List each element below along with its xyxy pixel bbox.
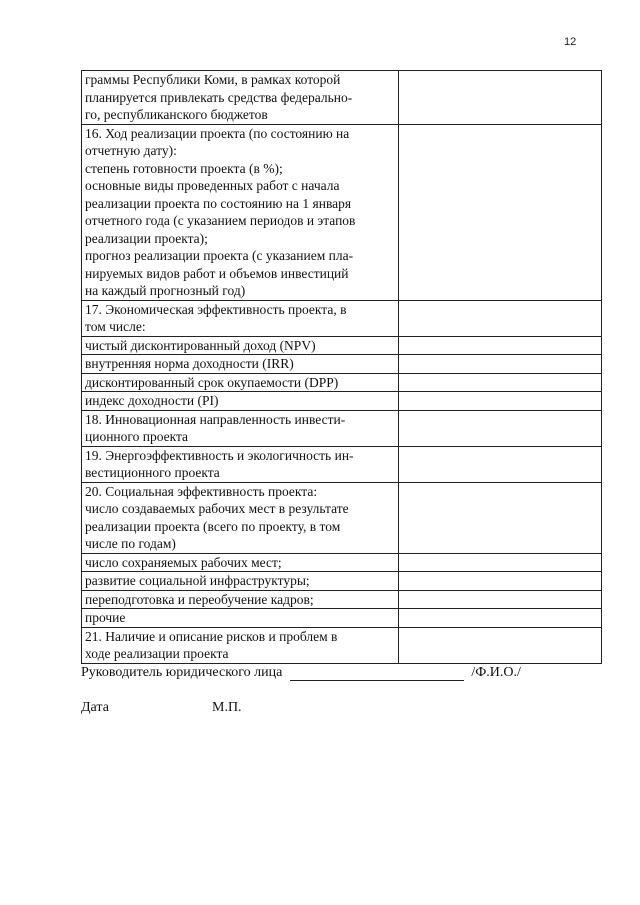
row-label-line: отчетную дату): [85,143,177,158]
row-label-line: вестиционного проекта [85,465,220,480]
row-label-cell [82,482,399,553]
page-number: 12 [564,36,577,48]
row-label-line: числе по годам) [85,536,176,551]
table-row [82,572,602,591]
row-label-cell [82,572,399,591]
stamp-label: М.П. [212,700,242,715]
row-value-cell[interactable] [399,609,602,628]
row-value-cell[interactable] [399,355,602,374]
table-row [82,300,602,336]
row-label-line: число создаваемых рабочих мест в результате [85,501,349,516]
row-label-cell [82,355,399,374]
row-label-line: го, республиканского бюджетов [85,107,268,122]
row-label-line: отчетного года (с указанием периодов и этапов [85,213,356,228]
row-label-line: реализации проекта по состоянию на 1 января [85,195,352,211]
row-label-cell [82,590,399,609]
row-label-line: граммы Республики Коми, в рамках которой [85,72,341,87]
row-label-line: степень готовности проекта (в %); [85,160,283,176]
row-label-line: ционного проекта [85,429,189,444]
row-label-line: развитие социальной инфраструктуры; [85,573,310,588]
row-label-line: прочие [85,610,126,625]
row-label-line: переподготовка и переобучение кадров; [85,591,314,607]
row-label-cell [82,609,399,628]
row-label-line: 18. Инновационная направленность инвести- [85,411,346,427]
row-label-line: 21. Наличие и описание рисков и проблем в [85,628,338,644]
row-label-cell [82,124,399,300]
date-label: Дата [81,700,109,715]
row-value-cell[interactable] [399,572,602,591]
table-row [82,553,602,572]
table-row [82,373,602,392]
row-label-cell [82,300,399,336]
table-row [82,609,602,628]
row-label-line: на каждый прогнозный год) [85,283,246,298]
table-row [82,482,602,553]
row-label-line: нируемых видов работ и объемов инвестиций [85,265,349,281]
row-value-cell[interactable] [399,482,602,553]
row-label-line: реализации проекта); [85,230,208,246]
row-label-line: индекс доходности (PI) [85,393,219,408]
row-label-cell [82,336,399,355]
form-table [81,70,602,664]
row-value-cell[interactable] [399,300,602,336]
row-label-cell [82,71,399,125]
row-label-line: прогноз реализации проекта (с указанием пла- [85,248,354,263]
table-row [82,410,602,446]
signature-line [290,666,464,681]
row-label-line: 17. Экономическая эффективность проекта, в [85,301,347,317]
table-row [82,590,602,609]
row-value-cell[interactable] [399,410,602,446]
row-label-line: основные виды проведенных работ с начала [85,178,340,193]
table-row [82,124,602,300]
row-label-line: реализации проекта (всего по проекту, в том [85,518,341,534]
row-value-cell[interactable] [399,627,602,663]
row-label-line: внутренняя норма доходности (IRR) [85,356,294,371]
row-label-cell [82,373,399,392]
row-value-cell[interactable] [399,336,602,355]
row-label-cell [82,410,399,446]
row-label-line: 20. Социальная эффективность проекта: [85,483,318,499]
table-row [82,71,602,125]
row-label-cell [82,553,399,572]
row-value-cell[interactable] [399,373,602,392]
row-label-line: ходе реализации проекта [85,646,229,661]
row-value-cell[interactable] [399,392,602,411]
row-label-line: 16. Ход реализации проекта (по состоянию на [85,125,350,141]
row-value-cell[interactable] [399,124,602,300]
signature-label: Руководитель юридического лица [81,665,283,680]
row-label-cell [82,446,399,482]
row-label-cell [82,627,399,663]
fio-label: /Ф.И.О./ [471,665,521,680]
row-label-line: том числе: [85,319,146,334]
form-table-body [82,71,602,664]
row-value-cell[interactable] [399,446,602,482]
row-label-line: планируется привлекать средства федерально- [85,89,353,105]
table-row [82,446,602,482]
signature-block [81,665,521,681]
row-label-line: чистый дисконтированный доход (NPV) [85,337,316,353]
row-label-line: дисконтированный срок окупаемости (DPP) [85,374,339,390]
row-value-cell[interactable] [399,71,602,125]
row-value-cell[interactable] [399,553,602,572]
row-label-cell [82,392,399,411]
table-row [82,627,602,663]
table-row [82,336,602,355]
table-row [82,355,602,374]
row-label-line: число сохраняемых рабочих мест; [85,554,282,570]
table-row [82,392,602,411]
row-value-cell[interactable] [399,590,602,609]
row-label-line: 19. Энергоэффективность и экологичность ин- [85,447,354,463]
